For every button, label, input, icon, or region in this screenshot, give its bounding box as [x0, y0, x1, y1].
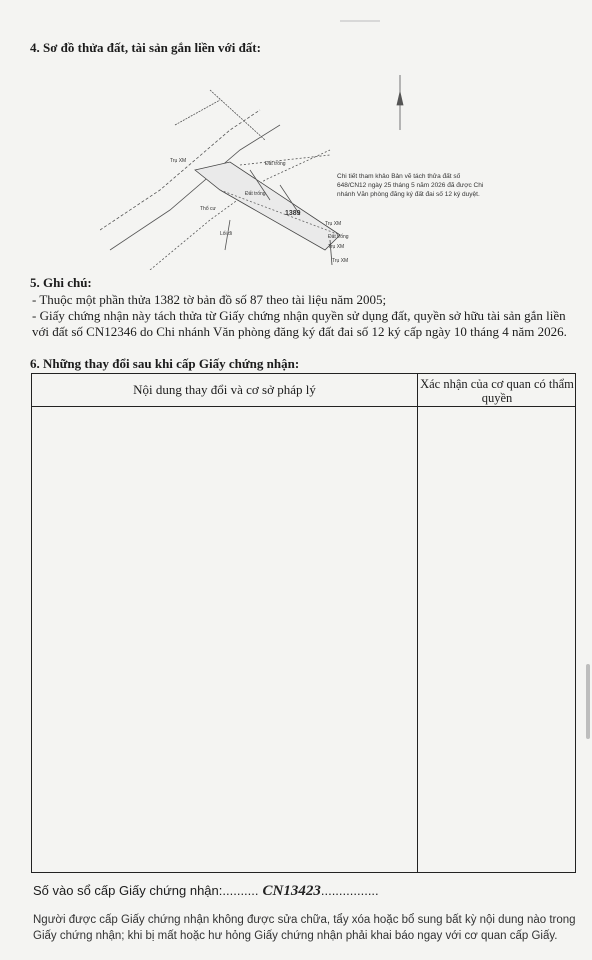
- map-label: Đất trống: [328, 234, 349, 240]
- map-note: Chi tiết tham khảo Bản vẽ tách thửa đất số 648/CN12 ngày 25 tháng 5 năm 2026 đã được Chi nhánh Văn phòng đăng ký đất đai số 12 ký duyệt.: [337, 173, 484, 198]
- scan-artifact: [340, 20, 380, 22]
- section4-title: 4. Sơ đồ thửa đất, tài sản gắn liền với đất:: [30, 40, 261, 55]
- changes-table: [31, 373, 576, 873]
- note-2: - Giấy chứng nhận này tách thửa từ Giấy chứng nhận quyền sử dụng đất, quyền sở hữu tài sản gắn liền với đất số CN12346 do Chi nhánh Văn phòng đăng ký đất đai số 12 ký cấp ngày 10 tháng 4 năm 2026.: [32, 308, 567, 339]
- scrollbar[interactable]: [586, 664, 590, 739]
- registration-label: Số vào sổ cấp Giấy chứng nhận:: [33, 883, 223, 898]
- registration-line: [33, 883, 379, 900]
- table-header-divider: [32, 406, 575, 407]
- map-label: Đất trống: [245, 191, 266, 197]
- table-column-divider: [417, 374, 418, 872]
- column-header-confirmation: Xác nhận của cơ quan có thẩm quyền: [420, 377, 574, 405]
- map-label: Lối đi: [220, 231, 232, 237]
- map-label: Trụ XM: [325, 221, 342, 227]
- footer-warning: Người được cấp Giấy chứng nhận không được sửa chữa, tẩy xóa hoặc bổ sung bất kỳ nội dung nào trong Giấy chứng nhận; khi bị mất hoặc hư hỏng Giấy chứng nhận phải khai báo ngay với cơ quan cấp Giấy.: [33, 914, 576, 942]
- parcel-number: 1389: [285, 210, 301, 217]
- registration-dots: ................: [320, 883, 379, 898]
- registration-number: CN13423: [262, 883, 321, 899]
- note-1: - Thuộc một phần thửa 1382 tờ bản đồ số 87 theo tài liệu năm 2005;: [32, 292, 387, 307]
- registration-dots: ..........: [222, 883, 259, 898]
- map-label: Đất trống: [265, 161, 286, 167]
- column-header-changes: Nội dung thay đổi và cơ sở pháp lý: [133, 382, 316, 397]
- map-label: Thổ cư: [200, 206, 216, 212]
- map-label: Trụ XM: [332, 258, 349, 264]
- section5-title: 5. Ghi chú:: [30, 275, 92, 290]
- map-label: Trụ XM: [328, 244, 345, 250]
- section6-title: 6. Những thay đổi sau khi cấp Giấy chứng nhận:: [30, 356, 300, 371]
- parcel-map: [100, 70, 420, 270]
- map-label: Trụ XM: [170, 158, 187, 164]
